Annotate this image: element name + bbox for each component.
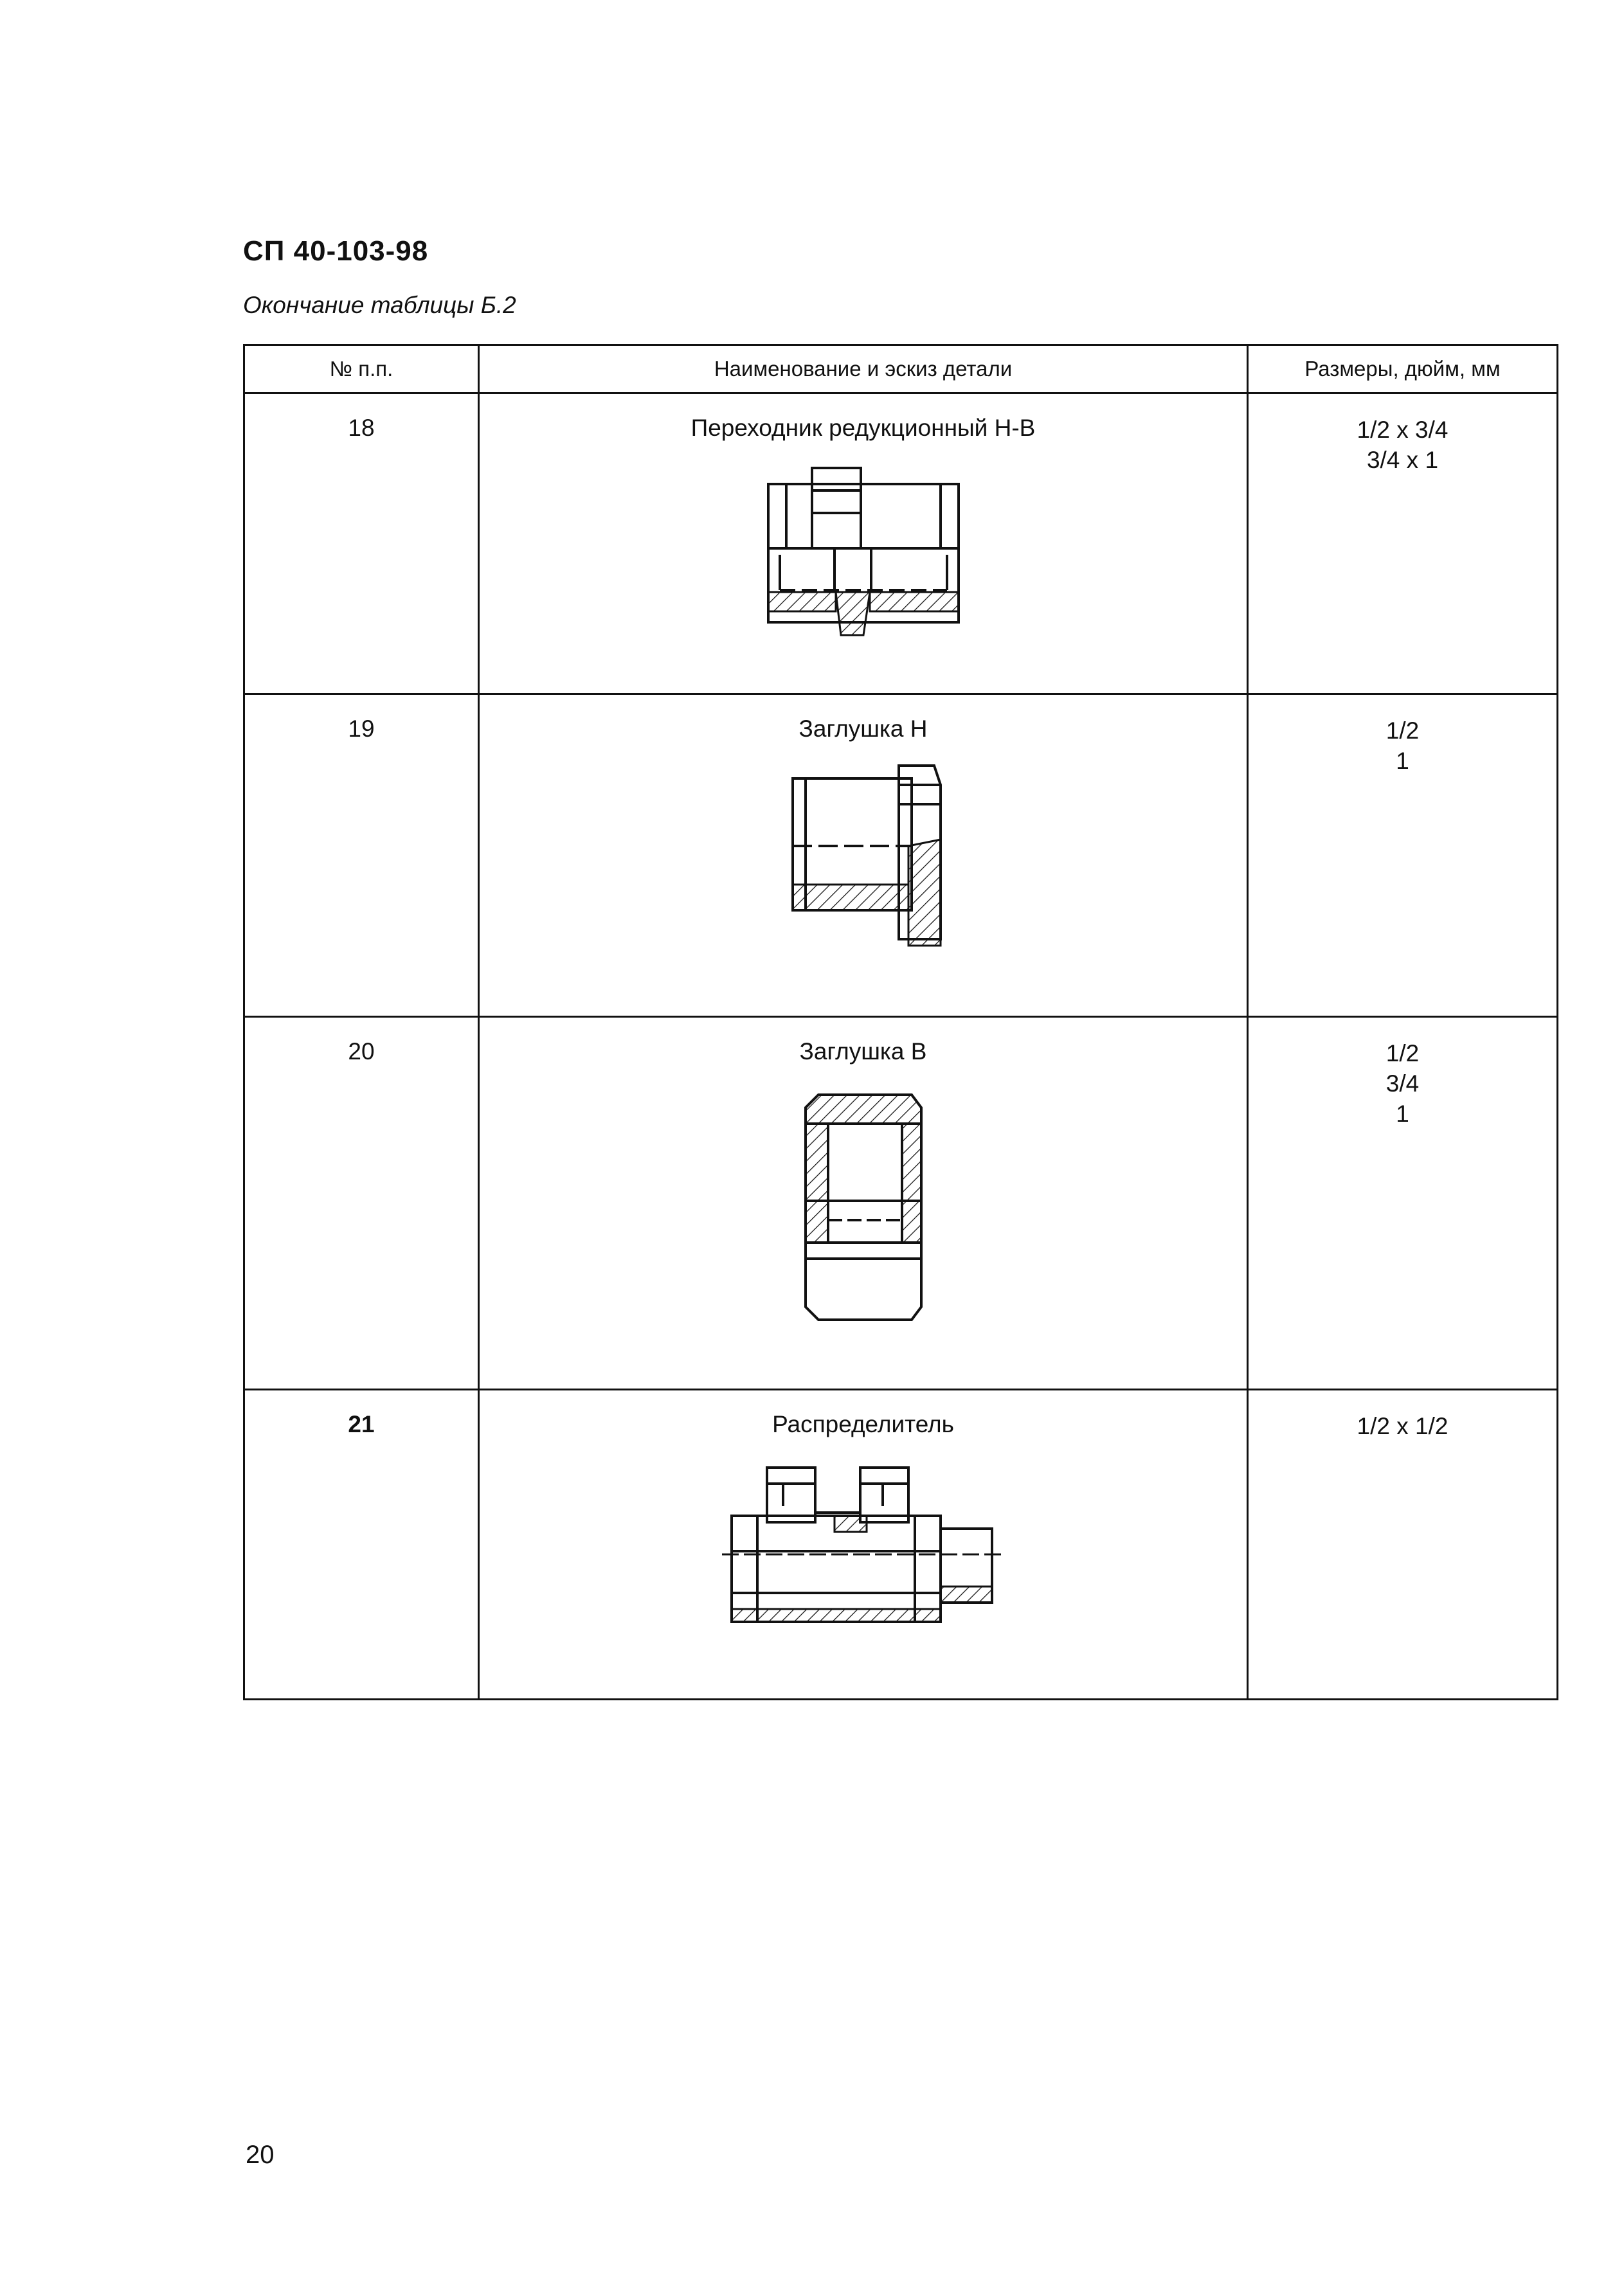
row-name-cell	[479, 694, 1248, 1017]
row-name-cell	[479, 1390, 1248, 1700]
row-size-cell	[1248, 694, 1558, 1017]
row-number: 19	[244, 694, 479, 1017]
size-value: 3/4	[1385, 1070, 1420, 1097]
header-number: № п.п.	[244, 345, 479, 393]
table-row	[244, 1390, 1558, 1700]
row-name-cell	[479, 393, 1248, 694]
row-name: Заглушка Н	[798, 715, 928, 742]
row-name: Заглушка В	[799, 1038, 927, 1065]
parts-table	[243, 344, 1558, 1700]
table-caption: Окончание таблицы Б.2	[243, 292, 516, 318]
row-name-cell	[479, 1017, 1248, 1390]
table-row	[244, 1017, 1558, 1390]
row-number: 20	[244, 1017, 479, 1390]
size-value: 1	[1396, 748, 1409, 774]
plug-female-sketch	[796, 1082, 931, 1326]
header-size: Размеры, дюйм, мм	[1248, 345, 1558, 393]
size-value: 1/2	[1385, 717, 1420, 744]
row-number: 21	[244, 1390, 479, 1700]
size-value: 1/2 х 1/2	[1357, 1413, 1448, 1439]
size-value: 1	[1396, 1101, 1409, 1127]
page-number: 20	[246, 2141, 275, 2169]
reducing-adapter-sketch	[761, 458, 966, 645]
size-value: 1/2 х 3/4	[1357, 417, 1448, 443]
row-number: 18	[244, 393, 479, 694]
row-size-cell	[1248, 1390, 1558, 1700]
table-row	[244, 694, 1558, 1017]
document-code: СП 40-103-98	[243, 235, 429, 267]
size-value: 3/4 х 1	[1366, 447, 1439, 473]
row-name: Переходник редукционный Н-В	[690, 415, 1036, 441]
row-name: Распределитель	[772, 1411, 954, 1437]
row-size-cell	[1248, 393, 1558, 694]
header-name: Наименование и эскиз детали	[479, 345, 1248, 393]
distributor-sketch	[719, 1455, 1008, 1628]
size-value: 1/2	[1385, 1040, 1420, 1066]
table-row	[244, 393, 1558, 694]
table-header-row	[244, 345, 1558, 393]
row-size-cell	[1248, 1017, 1558, 1390]
plug-male-sketch	[777, 759, 950, 958]
